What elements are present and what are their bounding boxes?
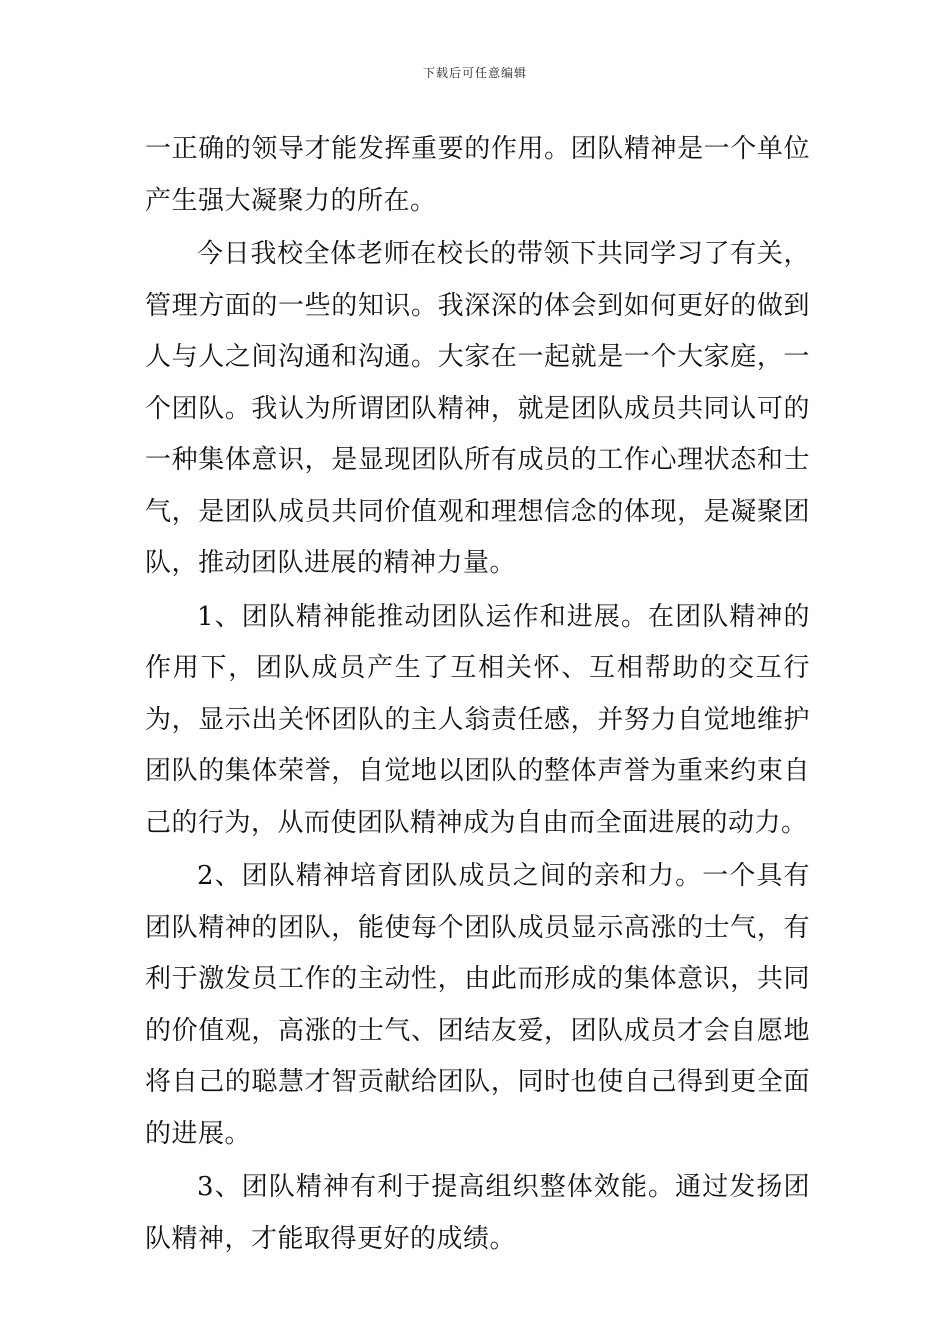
paragraph-1: 一正确的领导才能发挥重要的作用。团队精神是一个单位产生强大凝聚力的所在。: [145, 134, 810, 216]
page-header: 下载后可任意编辑: [422, 66, 527, 80]
paragraph-3: 1、团队精神能推动团队运作和进展。在团队精神的作用下，团队成员产生了互相关怀、互相帮助的交互行为，显示出关怀团队的主人翁责任感，并努力自觉地维护团队的集体荣誉，自觉地以团队的整体声誉为重来约束自己的行为，从而使团队精神成为自由而全面进展的动力。: [145, 601, 810, 838]
document-body: [145, 124, 810, 1267]
paragraph-4: 2、团队精神培育团队成员之间的亲和力。一个具有团队精神的团队，能使每个团队成员显示高涨的士气，有利于激发员工作的主动性，由此而形成的集体意识，共同的价值观，高涨的士气、团结友爱，团队成员才会自愿地将自己的聪慧才智贡献给团队，同时也使自己得到更全面的进展。: [145, 861, 810, 1149]
paragraph-2: 今日我校全体老师在校长的带领下共同学习了有关，管理方面的一些的知识。我深深的体会到如何更好的做到人与人之间沟通和沟通。大家在一起就是一个大家庭，一个团队。我认为所谓团队精神，就是团队成员共同认可的一种集体意识，是显现团队所有成员的工作心理状态和士气，是团队成员共同价值观和理想信念的体现，是凝聚团队，推动团队进展的精神力量。: [145, 239, 810, 578]
paragraph-5: 3、团队精神有利于提高组织整体效能。通过发扬团队精神，才能取得更好的成绩。: [145, 1172, 810, 1254]
